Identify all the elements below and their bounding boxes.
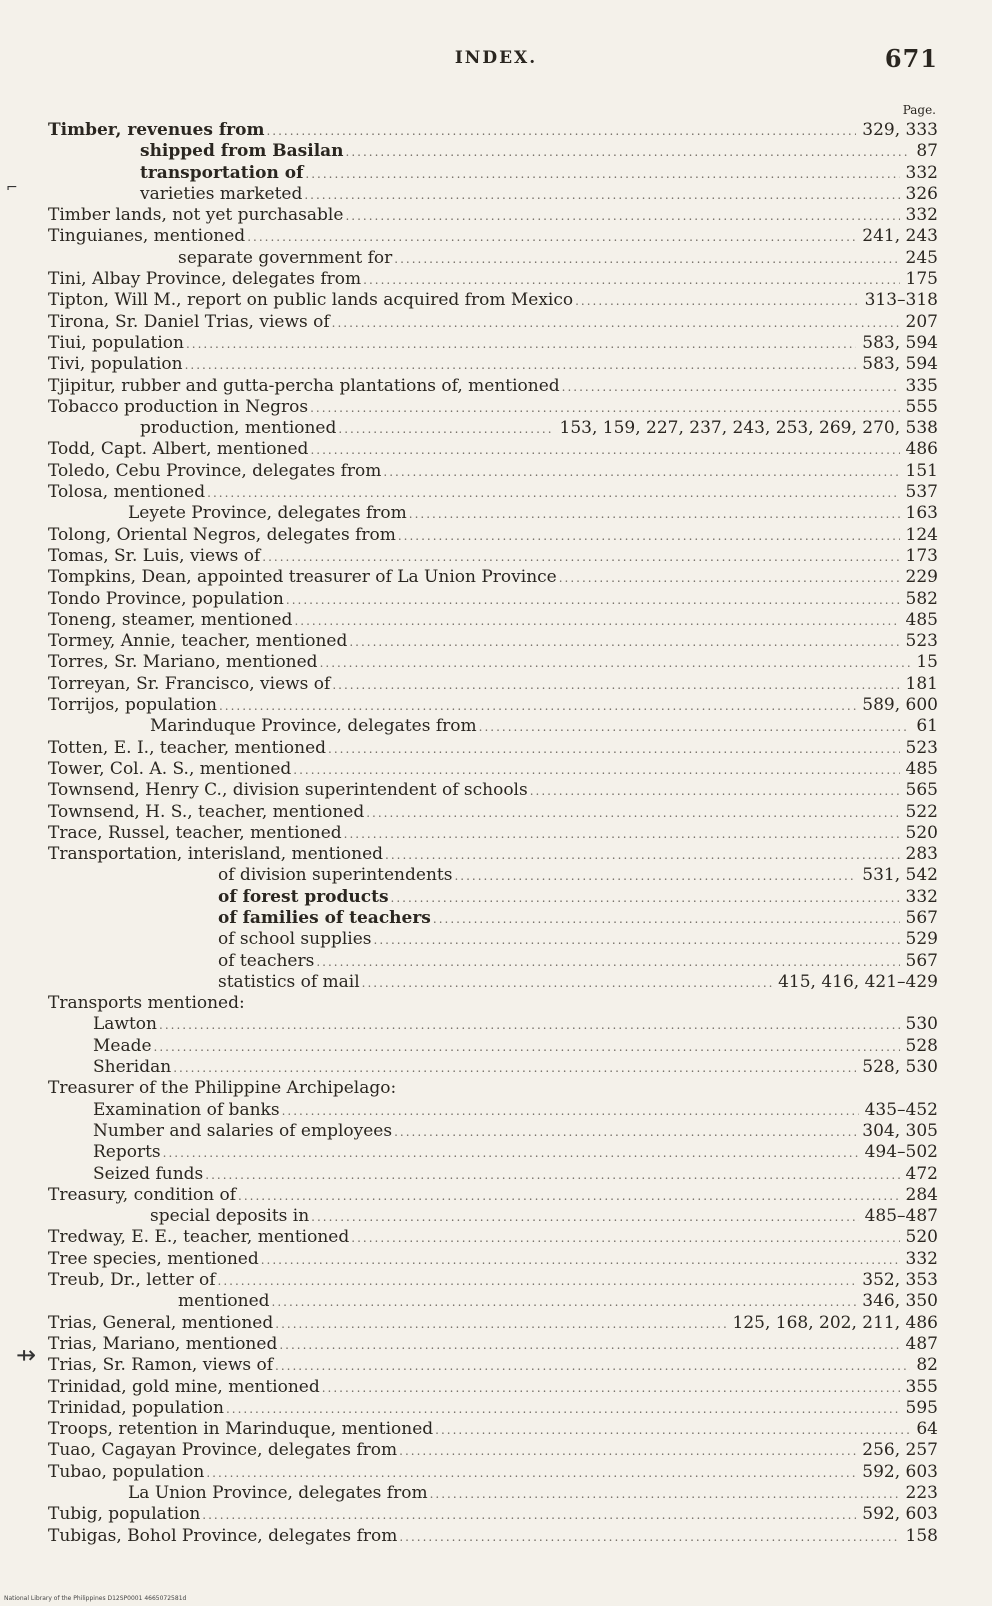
index-entry: [48, 610, 938, 631]
entry-pages: 241, 243: [862, 226, 938, 247]
dot-leader: [207, 483, 899, 504]
entry-pages: 355: [905, 1376, 938, 1397]
entry-text: Totten, E. I., teacher, mentioned: [48, 737, 327, 758]
entry-pages: 87: [916, 141, 938, 162]
index-entry: [48, 1014, 938, 1035]
index-entry: [48, 439, 938, 460]
entry-text: Tubig, population: [48, 1504, 201, 1525]
entry-text: Treasury, condition of: [48, 1184, 237, 1205]
entry-pages: 313–318: [864, 290, 938, 311]
index-entry: [48, 1398, 938, 1419]
entry-pages: 567: [905, 907, 938, 928]
index-entry: [48, 589, 938, 610]
entry-text: Tubao, population: [48, 1461, 205, 1482]
entry-text: Townsend, H. S., teacher, mentioned: [48, 801, 365, 822]
dot-leader: [206, 1463, 856, 1484]
entry-text: Tirona, Sr. Daniel Trias, views of: [48, 311, 330, 332]
entry-pages: 64: [916, 1419, 938, 1440]
dot-leader: [479, 717, 911, 738]
entry-pages: 207: [905, 311, 938, 332]
dot-leader: [322, 1378, 900, 1399]
index-entry: [48, 1377, 938, 1398]
dot-leader: [311, 1207, 858, 1228]
dot-leader: [304, 185, 899, 206]
index-entry: [48, 248, 938, 269]
entry-text: Tini, Albay Province, delegates from: [48, 269, 362, 290]
entry-text: Tolong, Oriental Negros, delegates from: [48, 524, 396, 545]
entry-pages: 555: [905, 396, 938, 417]
dot-leader: [363, 270, 899, 291]
entry-text: Tobacco production in Negros: [48, 396, 309, 417]
dot-leader: [328, 739, 900, 760]
index-entry: [48, 1206, 938, 1227]
entry-text: Trace, Russel, teacher, mentioned: [48, 822, 342, 843]
index-entry: [48, 1185, 938, 1206]
index-entry: [48, 163, 938, 184]
entry-text: Trinidad, population: [48, 1397, 224, 1418]
entry-text: Tormey, Annie, teacher, mentioned: [48, 631, 348, 652]
entry-pages: 335: [905, 375, 938, 396]
entry-pages: 531, 542: [862, 865, 938, 886]
entry-pages: 528, 530: [862, 1057, 938, 1078]
entry-pages: 529: [905, 929, 938, 950]
dot-leader: [219, 696, 856, 717]
entry-text: Toledo, Cebu Province, delegates from: [48, 460, 382, 481]
entry-pages: 487: [905, 1333, 938, 1354]
dot-leader: [218, 1271, 857, 1292]
dot-leader: [559, 568, 900, 589]
index-entry: [48, 972, 938, 993]
entry-pages: 592, 603: [862, 1461, 938, 1482]
index-entry: [48, 120, 938, 141]
index-entry: [48, 1164, 938, 1185]
dot-leader: [399, 1441, 856, 1462]
dot-leader: [275, 1314, 726, 1335]
entry-pages: 332: [905, 1248, 938, 1269]
entry-text: Number and salaries of employees: [93, 1120, 393, 1141]
dot-leader: [205, 1165, 899, 1186]
entry-text: Tipton, Will M., report on public lands acquired from Mexico: [48, 290, 574, 311]
entry-text: Tjipitur, rubber and gutta-percha plantations of, mentioned: [48, 375, 560, 396]
entry-pages: 520: [905, 1227, 938, 1248]
entry-pages: 256, 257: [862, 1440, 938, 1461]
dot-leader: [275, 1356, 910, 1377]
index-entry: [48, 1036, 938, 1057]
index-entry: [48, 1142, 938, 1163]
dot-leader: [286, 590, 900, 611]
entry-text: Tomas, Sr. Luis, views of: [48, 545, 261, 566]
dot-leader: [282, 1101, 859, 1122]
entry-pages: 520: [905, 822, 938, 843]
dot-leader: [173, 1058, 856, 1079]
entry-pages: 223: [905, 1483, 938, 1503]
index-entry: [48, 844, 938, 865]
index-entry: [48, 1462, 938, 1483]
entry-text: Tubigas, Bohol Province, delegates from: [48, 1525, 398, 1546]
index-entry: [48, 759, 938, 780]
dot-leader: [362, 973, 772, 994]
entry-text: separate government for: [178, 247, 393, 268]
entry-text: Transports mentioned:: [48, 993, 245, 1014]
index-entry: [48, 418, 938, 439]
entry-pages: 494–502: [864, 1142, 938, 1163]
entry-pages: 582: [905, 588, 938, 609]
index-entry: [48, 503, 938, 524]
index-entry: [48, 993, 938, 1014]
entry-text: Trias, Mariano, mentioned: [48, 1333, 278, 1354]
entry-pages: 329, 333: [862, 120, 938, 140]
page-column-label: Page.: [902, 103, 936, 117]
page-title: INDEX.: [454, 48, 538, 68]
dot-leader: [394, 249, 899, 270]
entry-pages: 472: [905, 1163, 938, 1184]
index-entry: [48, 716, 938, 737]
entry-pages: 125, 168, 202, 211, 486: [732, 1312, 938, 1333]
entry-text: La Union Province, delegates from: [128, 1483, 428, 1503]
index-entries: [48, 120, 938, 1547]
index-entry: [48, 1057, 938, 1078]
entry-pages: 592, 603: [862, 1504, 938, 1525]
entry-text: Meade: [93, 1035, 152, 1056]
index-entry: [48, 567, 938, 588]
pointing-arrow-icon: ⇸: [16, 1341, 37, 1369]
entry-pages: 173: [905, 545, 938, 566]
dot-leader: [305, 164, 899, 185]
entry-text: Torreyan, Sr. Francisco, views of: [48, 673, 331, 694]
dot-leader: [338, 419, 553, 440]
index-entry: [48, 1227, 938, 1248]
dot-leader: [294, 611, 899, 632]
entry-pages: 583, 594: [862, 354, 938, 375]
entry-text: Trias, Sr. Ramon, views of: [48, 1355, 274, 1376]
dot-leader: [310, 440, 899, 461]
entry-pages: 346, 350: [862, 1291, 938, 1312]
entry-text: Transportation, interisland, mentioned: [48, 844, 384, 865]
dot-leader: [385, 845, 900, 866]
entry-pages: 565: [905, 780, 938, 801]
entry-text: Tondo Province, population: [48, 588, 284, 609]
index-entry: [48, 290, 938, 311]
footer-caption: National Library of the Philippines D12SP0001 4665072581d: [4, 1595, 187, 1602]
dot-leader: [226, 1399, 900, 1420]
entry-text: Tinguianes, mentioned: [48, 226, 246, 247]
index-entry: [48, 631, 938, 652]
index-entry: [48, 695, 938, 716]
index-entry: [48, 1121, 938, 1142]
entry-pages: 485: [905, 758, 938, 779]
index-entry: [48, 1419, 938, 1440]
dot-leader: [399, 1527, 899, 1548]
dot-leader: [433, 909, 900, 930]
entry-pages: 595: [905, 1397, 938, 1418]
index-entry: [48, 1313, 938, 1334]
entry-pages: 151: [905, 460, 938, 481]
dot-leader: [261, 1250, 900, 1271]
dot-leader: [430, 1484, 900, 1505]
entry-text: of teachers: [218, 950, 315, 971]
entry-pages: 589, 600: [862, 695, 938, 716]
dot-leader: [266, 121, 856, 142]
entry-text: Timber lands, not yet purchasable: [48, 205, 344, 226]
dot-leader: [154, 1037, 900, 1058]
entry-pages: 537: [905, 482, 938, 503]
dot-leader: [435, 1420, 910, 1441]
index-entry: [48, 461, 938, 482]
index-entry: [48, 780, 938, 801]
dot-leader: [346, 142, 911, 163]
entry-text: Torres, Sr. Mariano, mentioned: [48, 652, 318, 673]
index-entry: [48, 1100, 938, 1121]
index-entry: [48, 482, 938, 503]
index-entry: [48, 376, 938, 397]
entry-pages: 415, 416, 421–429: [778, 971, 938, 992]
entry-text: of division superintendents: [218, 865, 453, 886]
index-entry: [48, 674, 938, 695]
entry-text: Treub, Dr., letter of: [48, 1270, 216, 1291]
entry-text: Toneng, steamer, mentioned: [48, 609, 293, 630]
dot-leader: [247, 227, 856, 248]
dot-leader: [394, 1122, 856, 1143]
entry-pages: 181: [905, 673, 938, 694]
dot-leader: [351, 1228, 899, 1249]
index-entry: [48, 652, 938, 673]
index-entry: [48, 1334, 938, 1355]
entry-text: Todd, Capt. Albert, mentioned: [48, 439, 309, 460]
entry-text: Tuao, Cagayan Province, delegates from: [48, 1440, 398, 1461]
dot-leader: [262, 547, 899, 568]
index-entry: [48, 1440, 938, 1461]
entry-text: shipped from Basilan: [140, 141, 344, 162]
index-entry: [48, 269, 938, 290]
dot-leader: [185, 355, 857, 376]
dot-leader: [202, 1505, 856, 1526]
entry-pages: 523: [905, 737, 938, 758]
index-entry: [48, 1483, 938, 1504]
dot-leader: [310, 398, 899, 419]
index-entry: [48, 1526, 938, 1547]
dot-leader: [159, 1015, 900, 1036]
entry-text: Tiui, population: [48, 332, 184, 353]
dot-leader: [332, 313, 900, 334]
entry-pages: 163: [905, 503, 938, 524]
dot-leader: [272, 1292, 857, 1313]
entry-pages: 283: [905, 844, 938, 865]
dot-leader: [293, 760, 899, 781]
entry-pages: 567: [905, 950, 938, 971]
entry-text: Tolosa, mentioned: [48, 482, 206, 503]
dot-leader: [454, 866, 856, 887]
entry-pages: 435–452: [864, 1099, 938, 1120]
entry-pages: 304, 305: [862, 1120, 938, 1141]
dot-leader: [238, 1186, 900, 1207]
entry-text: Tower, Col. A. S., mentioned: [48, 758, 292, 779]
dot-leader: [316, 952, 899, 973]
index-entry: [48, 205, 938, 226]
entry-pages: 124: [905, 524, 938, 545]
entry-text: of school supplies: [218, 929, 372, 950]
dot-leader: [349, 632, 899, 653]
index-entry: [48, 1291, 938, 1312]
index-entry: [48, 1078, 938, 1099]
entry-pages: 229: [905, 567, 938, 588]
entry-text: Townsend, Henry C., division superintendent of schools: [48, 780, 528, 801]
entry-text: Leyete Province, delegates from: [128, 503, 407, 524]
entry-text: Tredway, E. E., teacher, mentioned: [48, 1227, 350, 1248]
margin-mark-icon: ⌐: [6, 180, 18, 196]
entry-text: Tree species, mentioned: [48, 1248, 259, 1269]
entry-text: Torrijos, population: [48, 695, 217, 716]
entry-text: Examination of banks: [93, 1099, 280, 1120]
dot-leader: [320, 653, 911, 674]
entry-text: Seized funds: [93, 1163, 204, 1184]
index-entry: [48, 1355, 938, 1376]
entry-pages: 175: [905, 269, 938, 290]
entry-text: production, mentioned: [140, 418, 337, 439]
index-entry: [48, 184, 938, 205]
index-entry: [48, 887, 938, 908]
entry-text: Marinduque Province, delegates from: [150, 716, 477, 737]
index-entry: [48, 738, 938, 759]
dot-leader: [163, 1143, 859, 1164]
dot-leader: [186, 334, 856, 355]
entry-text: transportation of: [140, 162, 304, 183]
index-entry: [48, 333, 938, 354]
entry-text: of forest products: [218, 886, 389, 907]
dot-leader: [409, 504, 900, 525]
dot-leader: [575, 291, 858, 312]
dot-leader: [383, 462, 899, 483]
dot-leader: [530, 781, 900, 802]
dot-leader: [345, 206, 899, 227]
entry-pages: 485: [905, 609, 938, 630]
dot-leader: [332, 675, 899, 696]
entry-text: statistics of mail: [218, 971, 360, 992]
index-entry: [48, 1504, 938, 1525]
entry-text: Trias, General, mentioned: [48, 1312, 274, 1333]
index-entry: [48, 929, 938, 950]
entry-pages: 332: [905, 162, 938, 183]
entry-text: of families of teachers: [218, 907, 431, 928]
dot-leader: [374, 930, 900, 951]
entry-pages: 61: [916, 716, 938, 737]
entry-pages: 332: [905, 205, 938, 226]
dot-leader: [398, 526, 900, 547]
entry-pages: 530: [905, 1014, 938, 1035]
entry-pages: 528: [905, 1035, 938, 1056]
index-entry: [48, 354, 938, 375]
entry-text: Reports: [93, 1142, 161, 1163]
entry-pages: 245: [905, 247, 938, 268]
entry-text: Sheridan: [93, 1057, 172, 1078]
entry-text: Lawton: [93, 1014, 157, 1035]
index-entry: [48, 546, 938, 567]
index-entry: [48, 141, 938, 162]
entry-text: Tompkins, Dean, appointed treasurer of La Union Province: [48, 567, 557, 588]
entry-text: Tivi, population: [48, 354, 183, 375]
entry-pages: 284: [905, 1184, 938, 1205]
entry-pages: 82: [916, 1355, 938, 1376]
entry-pages: 158: [905, 1525, 938, 1546]
entry-pages: 523: [905, 631, 938, 652]
index-entry: [48, 865, 938, 886]
entry-pages: 352, 353: [862, 1270, 938, 1291]
index-entry: [48, 802, 938, 823]
entry-pages: 15: [916, 652, 938, 673]
entry-pages: 332: [905, 886, 938, 907]
entry-pages: 486: [905, 439, 938, 460]
dot-leader: [344, 824, 900, 845]
index-entry: [48, 226, 938, 247]
entry-pages: 153, 159, 227, 237, 243, 253, 269, 270, 538: [559, 418, 938, 439]
index-entry: [48, 823, 938, 844]
entry-text: special deposits in: [150, 1206, 310, 1227]
entry-pages: 583, 594: [862, 332, 938, 353]
entry-text: varieties marketed: [140, 183, 303, 204]
entry-pages: 485–487: [864, 1206, 938, 1227]
index-entry: [48, 908, 938, 929]
dot-leader: [366, 803, 899, 824]
entry-text: Treasurer of the Philippine Archipelago:: [48, 1078, 397, 1099]
entry-text: Trinidad, gold mine, mentioned: [48, 1376, 320, 1397]
dot-leader: [391, 888, 900, 909]
index-entry: [48, 1270, 938, 1291]
entry-text: Troops, retention in Marinduque, mentioned: [48, 1419, 434, 1440]
entry-text: mentioned: [178, 1291, 270, 1312]
index-entry: [48, 951, 938, 972]
entry-pages: 326: [905, 183, 938, 204]
entry-text: Timber, revenues from: [48, 120, 265, 140]
entry-pages: 522: [905, 801, 938, 822]
dot-leader: [562, 377, 900, 398]
page-number: 671: [884, 44, 938, 73]
index-entry: [48, 397, 938, 418]
index-entry: [48, 525, 938, 546]
index-entry: [48, 1249, 938, 1270]
dot-leader: [279, 1335, 899, 1356]
index-entry: [48, 312, 938, 333]
